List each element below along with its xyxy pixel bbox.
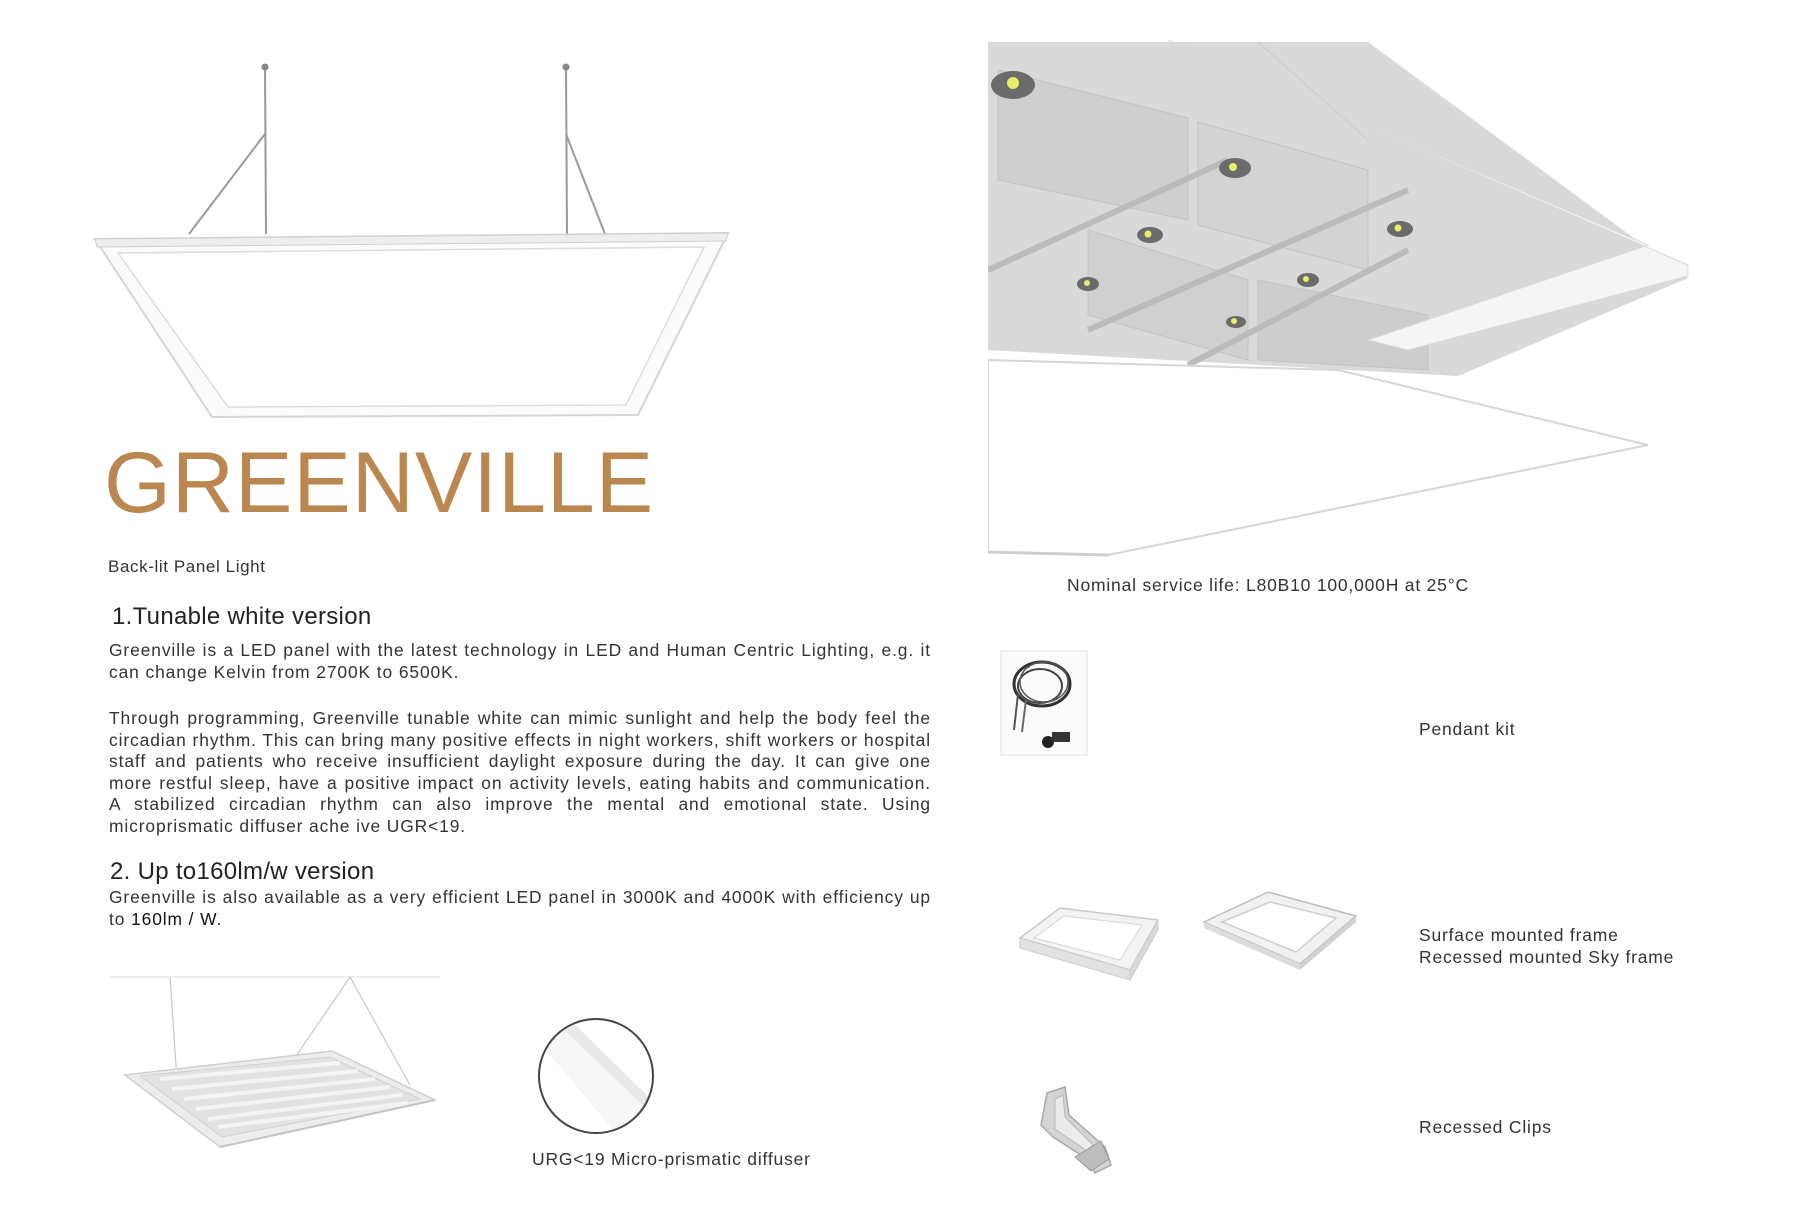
pendant-kit-icon (1000, 650, 1090, 758)
recessed-clips-label: Recessed Clips (1419, 1117, 1552, 1137)
section2-paragraph-end: . (216, 908, 223, 929)
service-life-note: Nominal service life: L80B10 100,000H at 25°C (1067, 575, 1469, 595)
section1-heading: 1.Tunable white version (112, 603, 372, 630)
efficiency-value: 160lm / W (131, 908, 217, 929)
sky-frame-icon (1198, 888, 1360, 973)
pendant-panel-illustration (90, 55, 730, 425)
section2-heading: 2. Up to160lm/w version (110, 858, 375, 885)
section1-paragraph1: Greenville is a LED panel with the latest technology in LED and Human Centric Lighting, e.g. it can change Kelvin from 2700K to 6500K. (109, 640, 931, 682)
surface-frame-label: Surface mounted frame (1419, 925, 1619, 945)
product-subtitle: Back-lit Panel Light (108, 557, 266, 576)
ceiling-panel-render (988, 40, 1708, 560)
section1-paragraph2: Through programming, Greenville tunable white can mimic sunlight and help the body feel the circadian rhythm. This can bring many positive effects in night workers, shift workers or hospital staff and patients who receive insufficient daylight exposure during the day. It can give one more restful sleep, have a positive impact on activity levels, eating habits and communication. A stabilized circadian rhythm can also improve the mental and emotional state. Using microprismatic diffuser ache ive UGR<19. (109, 708, 931, 836)
section2-paragraph (109, 887, 931, 930)
recessed-clip-icon (1035, 1085, 1117, 1177)
product-title: GREENVILLE (104, 435, 655, 531)
section2-paragraph-lead: Greenville is also available as a very efficient LED panel in 3000K and 4000K with efficiency up to (109, 887, 931, 929)
pendant-kit-label: Pendant kit (1419, 719, 1516, 739)
diffuser-caption: URG<19 Micro-prismatic diffuser (532, 1149, 811, 1169)
panel-back-illustration (110, 975, 450, 1180)
diffuser-detail-icon (535, 1015, 657, 1137)
surface-frame-icon (1012, 900, 1164, 985)
recessed-frame-label: Recessed mounted Sky frame (1419, 947, 1675, 967)
